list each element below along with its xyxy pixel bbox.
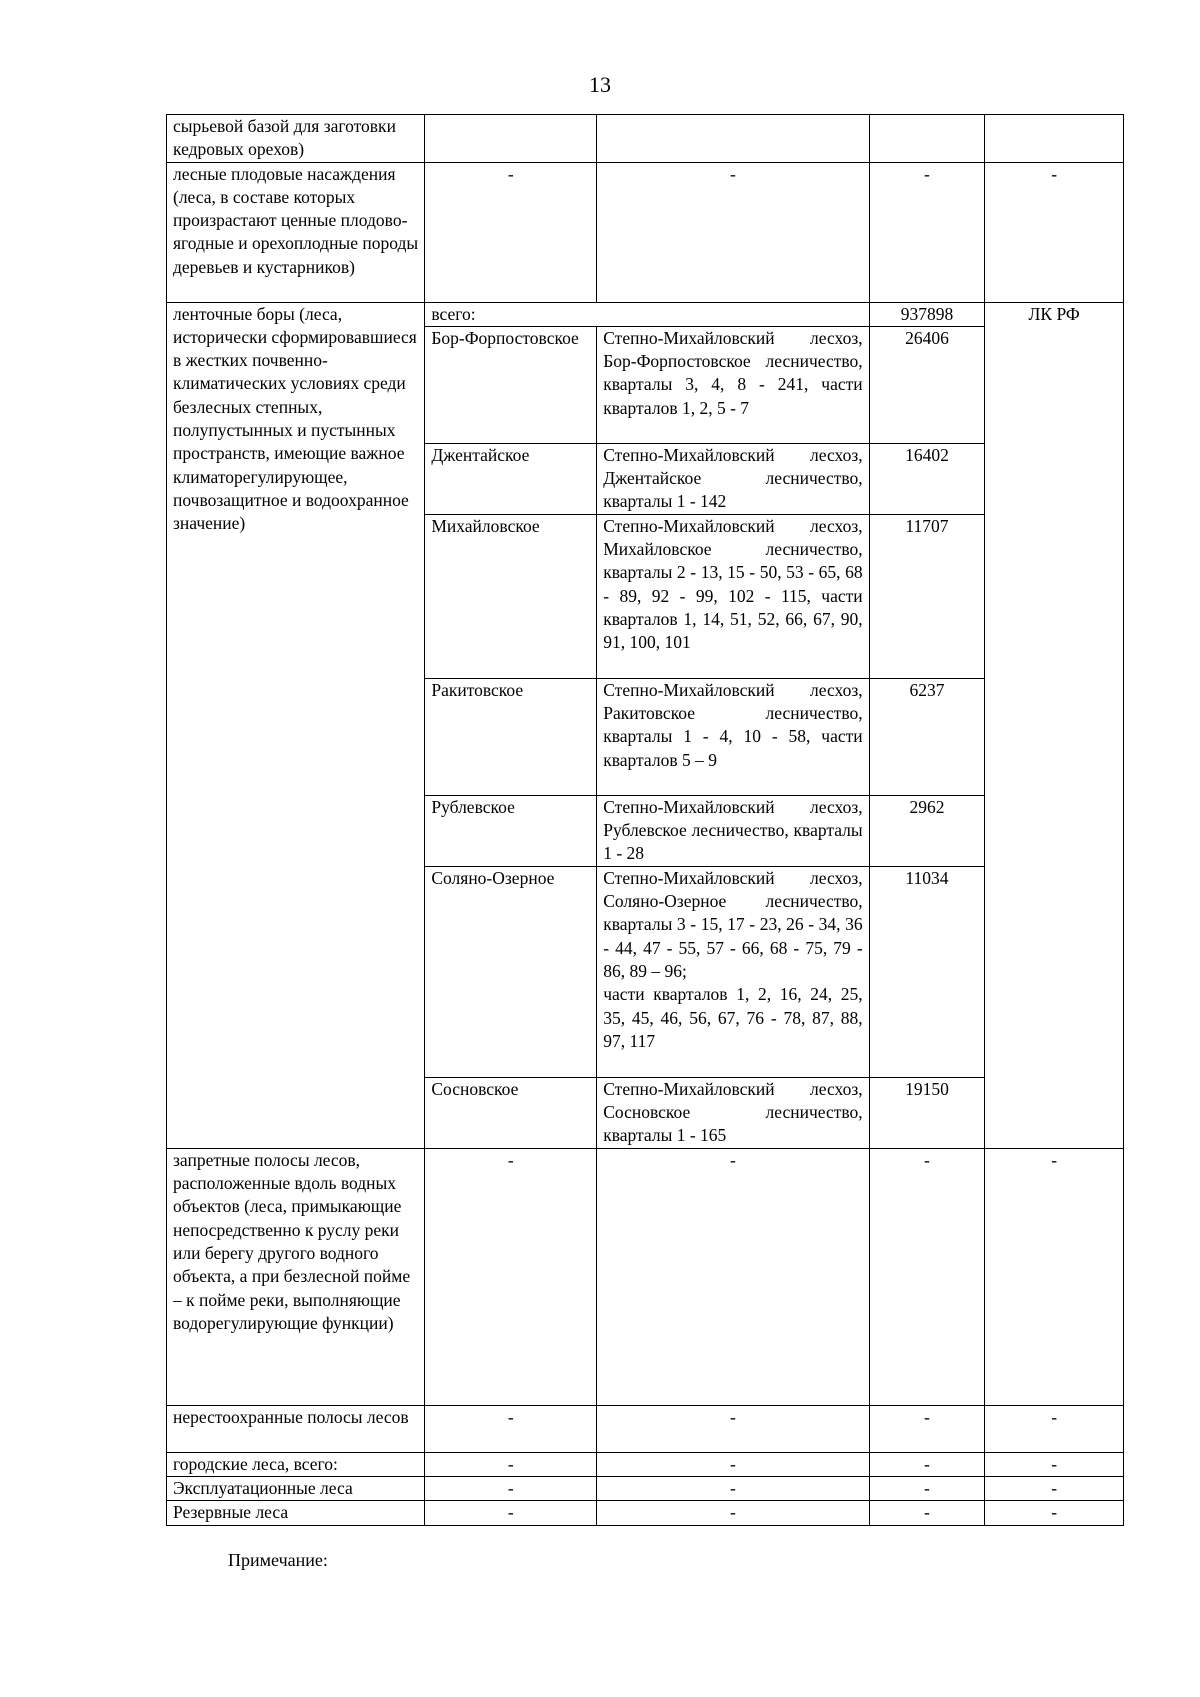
basis-cell: ЛК РФ (985, 302, 1124, 1148)
forest-location-cell: Степно-Михайловский лесхоз, Джентайское лесничество, кварталы 1 - 142 (597, 443, 869, 514)
name-cell: - (425, 1452, 597, 1476)
forest-location-cell (597, 866, 869, 1077)
forest-name-cell: Джентайское (425, 443, 597, 514)
forest-name-cell: Рублевское (425, 795, 597, 866)
basis-cell (985, 115, 1124, 163)
forest-area-cell: 2962 (869, 795, 985, 866)
name-cell: - (425, 162, 597, 302)
name-cell: - (425, 1501, 597, 1525)
name-cell (425, 115, 597, 163)
forest-location-text: Степно-Михайловский лесхоз, Соляно-Озерное лесничество, кварталы 3 - 15, 17 - 23, 26 - 34, 36 - 44, 47 - 55, 57 - 66, 68 - 75, 79 - 86, 89 – 96; (603, 867, 863, 982)
forest-name-cell: Соляно-Озерное (425, 866, 597, 1077)
area-cell: - (869, 1405, 985, 1452)
category-cell: Резервные леса (167, 1501, 425, 1525)
forest-location-cell: Степно-Михайловский лесхоз, Сосновское лесничество, кварталы 1 - 165 (597, 1077, 869, 1148)
area-cell (869, 115, 985, 163)
location-cell: - (597, 1501, 869, 1525)
basis-cell: - (985, 1477, 1124, 1501)
forest-name-cell: Ракитовское (425, 678, 597, 795)
forest-area-cell: 16402 (869, 443, 985, 514)
table-row (167, 1477, 1124, 1501)
table-row (167, 302, 1124, 326)
name-cell: - (425, 1148, 597, 1405)
location-cell: - (597, 1148, 869, 1405)
location-cell: - (597, 162, 869, 302)
table-row (167, 115, 1124, 163)
table-row (167, 1405, 1124, 1452)
forest-area-cell: 19150 (869, 1077, 985, 1148)
forest-location-cell: Степно-Михайловский лесхоз, Ракитовское лесничество, кварталы 1 - 4, 10 - 58, части кварталов 5 – 9 (597, 678, 869, 795)
name-cell: - (425, 1405, 597, 1452)
table-row (167, 1501, 1124, 1525)
forest-location-cell: Степно-Михайловский лесхоз, Михайловское лесничество, кварталы 2 - 13, 15 - 50, 53 - 65, 68 - 89, 92 - 99, 102 - 115, части кварталов 1, 14, 51, 52, 66, 67, 90, 91, 100, 101 (597, 514, 869, 678)
name-cell: - (425, 1477, 597, 1501)
area-cell: - (869, 1501, 985, 1525)
category-cell: запретные полосы лесов, расположенные вдоль водных объектов (леса, примыкающие непосредственно к руслу реки или берегу другого водного объекта, а при безлесной пойме – к пойме реки, выполняющие водорегулирующие функции) (167, 1148, 425, 1405)
category-cell: Эксплуатационные леса (167, 1477, 425, 1501)
area-cell: - (869, 1452, 985, 1476)
location-cell (597, 115, 869, 163)
table-row (167, 1148, 1124, 1405)
forest-table (166, 114, 1124, 1526)
basis-cell: - (985, 1501, 1124, 1525)
forest-name-cell: Сосновское (425, 1077, 597, 1148)
location-cell: - (597, 1477, 869, 1501)
total-area-cell: 937898 (869, 302, 985, 326)
forest-location-cell: Степно-Михайловский лесхоз, Рублевское лесничество, кварталы 1 - 28 (597, 795, 869, 866)
area-cell: - (869, 1477, 985, 1501)
category-cell: нерестоохранные полосы лесов (167, 1405, 425, 1452)
basis-cell: - (985, 1148, 1124, 1405)
forest-name-cell: Михайловское (425, 514, 597, 678)
forest-location-extra: части кварталов 1, 2, 16, 24, 25, 35, 45, 46, 56, 67, 76 - 78, 87, 88, 97, 117 (603, 984, 863, 1051)
basis-cell: - (985, 162, 1124, 302)
forest-name-cell: Бор-Форпостовское (425, 326, 597, 443)
location-cell: - (597, 1452, 869, 1476)
category-cell: городские леса, всего: (167, 1452, 425, 1476)
category-cell: ленточные боры (леса, исторически сформировавшиеся в жестких почвенно-климатических условиях среди безлесных степных, полупустынных и пустынных пространств, имеющие важное климаторегулирующее, почвозащитное и водоохранное значение) (167, 302, 425, 1148)
total-label-cell: всего: (425, 302, 869, 326)
basis-cell: - (985, 1452, 1124, 1476)
forest-area-cell: 26406 (869, 326, 985, 443)
category-cell: сырьевой базой для заготовки кедровых орехов) (167, 115, 425, 163)
area-cell: - (869, 1148, 985, 1405)
forest-area-cell: 11707 (869, 514, 985, 678)
area-cell: - (869, 162, 985, 302)
forest-area-cell: 6237 (869, 678, 985, 795)
table-row (167, 162, 1124, 302)
basis-cell: - (985, 1405, 1124, 1452)
page-number: 13 (589, 72, 611, 97)
table-row (167, 1452, 1124, 1476)
forest-location-cell: Степно-Михайловский лесхоз, Бор-Форпостовское лесничество, кварталы 3, 4, 8 - 241, части кварталов 1, 2, 5 - 7 (597, 326, 869, 443)
forest-area-cell: 11034 (869, 866, 985, 1077)
note-label: Примечание: (228, 1550, 328, 1570)
category-cell: лесные плодовые насаждения (леса, в составе которых произрастают ценные плодово-ягодные и орехоплодные породы деревьев и кустарников) (167, 162, 425, 302)
location-cell: - (597, 1405, 869, 1452)
